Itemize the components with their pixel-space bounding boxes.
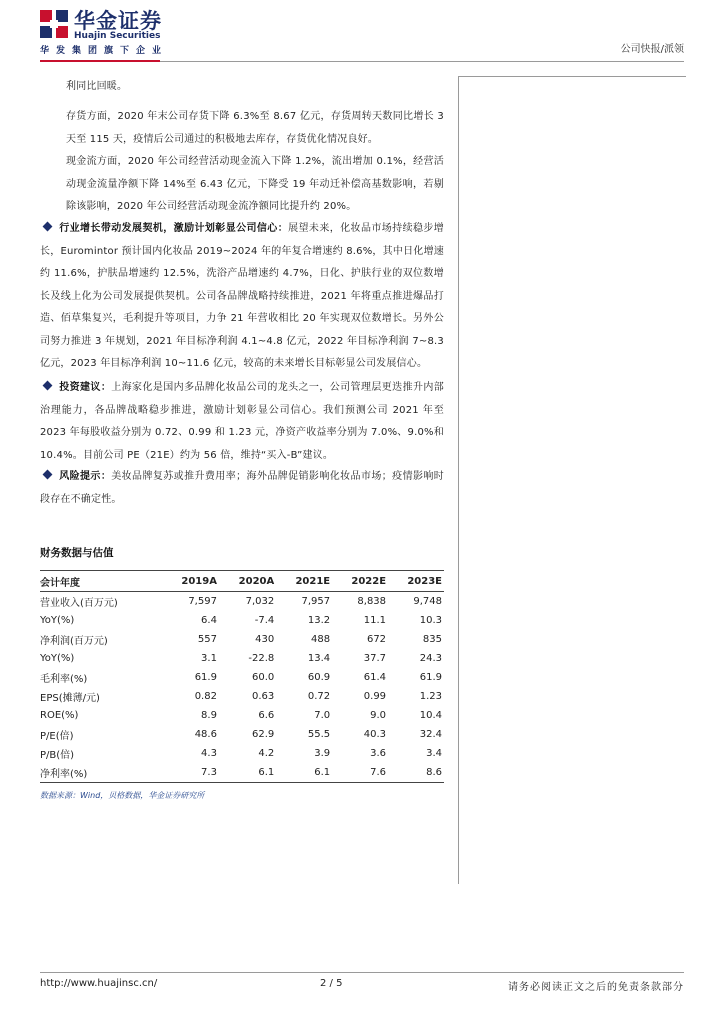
table-title: 财务数据与估值 xyxy=(40,547,114,559)
value-cell: 4.2 xyxy=(258,748,275,759)
data-source-note: 数据来源：Wind，贝格数据，华金证券研究所 xyxy=(40,791,205,800)
table-row xyxy=(40,706,444,725)
value-cell: 7.0 xyxy=(314,710,331,721)
value-cell: -22.8 xyxy=(248,653,275,664)
value-cell: 61.9 xyxy=(194,672,217,683)
diamond-bullet-icon xyxy=(43,381,53,391)
row-label-cell: YoY(%) xyxy=(40,615,75,626)
row-label-cell: ROE(%) xyxy=(40,710,79,721)
paragraph-profit: 利同比回暖。 xyxy=(66,81,128,92)
value-cell: 557 xyxy=(197,634,217,645)
table-header-row xyxy=(40,571,444,592)
footer-url-link[interactable]: http://www.huajinsc.cn/ xyxy=(40,978,158,989)
value-cell: 488 xyxy=(311,634,331,645)
value-cell: 1.23 xyxy=(419,691,442,702)
value-cell: 0.99 xyxy=(363,691,387,702)
diamond-bullet-icon xyxy=(43,470,53,480)
brand-name-cn: 华金证券 xyxy=(74,9,162,33)
value-cell: 24.3 xyxy=(419,653,442,664)
value-cell: 3.6 xyxy=(370,748,387,759)
huajin-logo-icon xyxy=(40,10,68,38)
value-cell: 13.4 xyxy=(307,653,331,664)
value-cell: 55.5 xyxy=(307,729,331,740)
bullet-lead: 风险提示： xyxy=(59,471,112,482)
table-row xyxy=(40,630,444,649)
value-cell: 60.9 xyxy=(307,672,331,683)
value-cell: 7.3 xyxy=(162,763,219,783)
table-row xyxy=(40,649,444,668)
paragraph-cashflow: 现金流方面，2020 年公司经营活动现金流入下降 1.2%，流出增加 0.1%，经营活动现金流量净额下降 14%至 6.43 亿元，下降受 19 年动迁补偿高基数影响，若剔除该影响，2020 年公司经营活动现金流净额同比提升约 20%。 xyxy=(66,156,444,212)
header-cell: 2020A xyxy=(219,571,276,592)
bullet-text: 展望未来，化妆品市场持续稳步增长，Euromintor 预计国内化妆品 2019~2024 年的年复合增速约 8.6%，其中日化增速约 11.6%，护肤品增速约 12.5%，洗浴产品增速约 4.7%，日化、护肤行业的双位数增长及线上化为公司发展提供契机。公司各品牌战略持续推进，2021 年将重点推进爆品打造、佰草集复兴，毛利提升等项目，力争 21 年营收相比 20 年实现双位数增长。另外公司努力推进 3 年规划，2021 年目标净利润 4.1~4.8 亿元，2022 年目标净利润 7~8.3 亿元，2023 年目标净利润 10~11.6 亿元，较高的未来增长目标彰显公司发展信心。 xyxy=(40,223,444,369)
value-cell: 37.7 xyxy=(363,653,387,664)
row-label-cell: 净利润(百万元) xyxy=(40,636,108,647)
value-cell: 11.1 xyxy=(363,615,387,626)
footer-divider xyxy=(40,972,684,973)
value-cell: 10.4 xyxy=(419,710,442,721)
value-cell: 9.0 xyxy=(370,710,387,721)
value-cell: 61.4 xyxy=(363,672,387,683)
header-accent-rule xyxy=(40,60,160,62)
table-row xyxy=(40,744,444,763)
financial-table xyxy=(40,570,444,783)
table-row xyxy=(40,668,444,687)
value-cell: 3.4 xyxy=(426,748,442,759)
bullet-text: 上海家化是国内多品牌化妆品公司的龙头之一，公司管理层更迭推升内部治理能力，各品牌战略稳步推进，激励计划彰显公司信心。我们预测公司 2021 年至 2023 年每股收益分别为 0.72、0.99 和 1.23 元，净资产收益率分别为 7.0%、9.0%和 10.4%。目前公司 PE（21E）约为 56 倍，维持“买入-B”建议。 xyxy=(40,382,444,461)
header-cell: 2021E xyxy=(276,571,332,592)
bullet-investment-advice xyxy=(40,377,444,467)
value-cell: 62.9 xyxy=(251,729,275,740)
bullet-text: 美妆品牌复苏或推升费用率；海外品牌促销影响化妆品市场；疫情影响时段存在不确定性。 xyxy=(40,471,444,505)
row-label-cell: YoY(%) xyxy=(40,653,75,664)
page-number: 2 / 5 xyxy=(320,978,343,989)
sidebar-divider xyxy=(458,76,459,884)
value-cell: 0.72 xyxy=(307,691,331,702)
header-cell: 2022E xyxy=(332,571,388,592)
value-cell: 9,748 xyxy=(413,596,442,607)
value-cell: 48.6 xyxy=(194,729,217,740)
header-cell: 会计年度 xyxy=(40,571,162,592)
table-row xyxy=(40,592,444,612)
row-label-cell: P/B(倍) xyxy=(40,750,75,761)
value-cell: 6.6 xyxy=(258,710,275,721)
header-cell: 2019A xyxy=(162,571,219,592)
table-row xyxy=(40,725,444,744)
row-label-cell: P/E(倍) xyxy=(40,731,74,742)
value-cell: 7,597 xyxy=(188,596,217,607)
row-label-cell: 净利率(%) xyxy=(40,763,162,783)
bullet-lead: 投资建议： xyxy=(59,382,112,393)
header-cell: 2023E xyxy=(388,571,444,592)
value-cell: 3.9 xyxy=(314,748,331,759)
value-cell: 0.82 xyxy=(194,691,217,702)
paragraph-inventory: 存货方面，2020 年末公司存货下降 6.3%至 8.67 亿元，存货周转天数同比增长 3 天至 115 天，疫情后公司通过的积极地去库存，存货优化情况良好。 xyxy=(66,111,444,145)
bullet-industry-growth xyxy=(40,218,444,376)
value-cell: -7.4 xyxy=(254,615,275,626)
sidebar-top-rule xyxy=(458,76,686,77)
table-row xyxy=(40,687,444,706)
value-cell: 60.0 xyxy=(251,672,275,683)
value-cell: 10.3 xyxy=(419,615,442,626)
value-cell: 6.4 xyxy=(201,615,217,626)
value-cell: 32.4 xyxy=(419,729,442,740)
value-cell: 13.2 xyxy=(307,615,331,626)
brand-tagline: 华发集团旗下企业 xyxy=(40,46,169,56)
value-cell: 61.9 xyxy=(419,672,442,683)
value-cell: 7.6 xyxy=(332,763,388,783)
value-cell: 835 xyxy=(422,634,442,645)
report-type: 公司快报/派领 xyxy=(620,44,684,55)
value-cell: 8.6 xyxy=(388,763,444,783)
bullet-risk-warning xyxy=(40,466,444,511)
value-cell: 0.63 xyxy=(251,691,275,702)
table-row xyxy=(40,763,444,783)
value-cell: 6.1 xyxy=(219,763,276,783)
row-label-cell: 毛利率(%) xyxy=(40,674,88,685)
footer-disclaimer: 请务必阅读正文之后的免责条款部分 xyxy=(508,982,684,993)
value-cell: 8,838 xyxy=(357,596,387,607)
value-cell: 7,957 xyxy=(301,596,331,607)
bullet-lead: 行业增长带动发展契机，激励计划彰显公司信心： xyxy=(59,223,289,234)
value-cell: 7,032 xyxy=(245,596,275,607)
diamond-bullet-icon xyxy=(43,222,53,232)
value-cell: 8.9 xyxy=(201,710,217,721)
value-cell: 40.3 xyxy=(363,729,387,740)
value-cell: 430 xyxy=(255,634,275,645)
row-label-cell: EPS(摊薄/元) xyxy=(40,693,100,704)
table-row xyxy=(40,611,444,630)
brand-name-en: Huajin Securities xyxy=(74,31,161,41)
value-cell: 4.3 xyxy=(201,748,217,759)
value-cell: 672 xyxy=(366,634,387,645)
row-label-cell: 营业收入(百万元) xyxy=(40,598,118,609)
value-cell: 3.1 xyxy=(201,653,217,664)
value-cell: 6.1 xyxy=(276,763,332,783)
